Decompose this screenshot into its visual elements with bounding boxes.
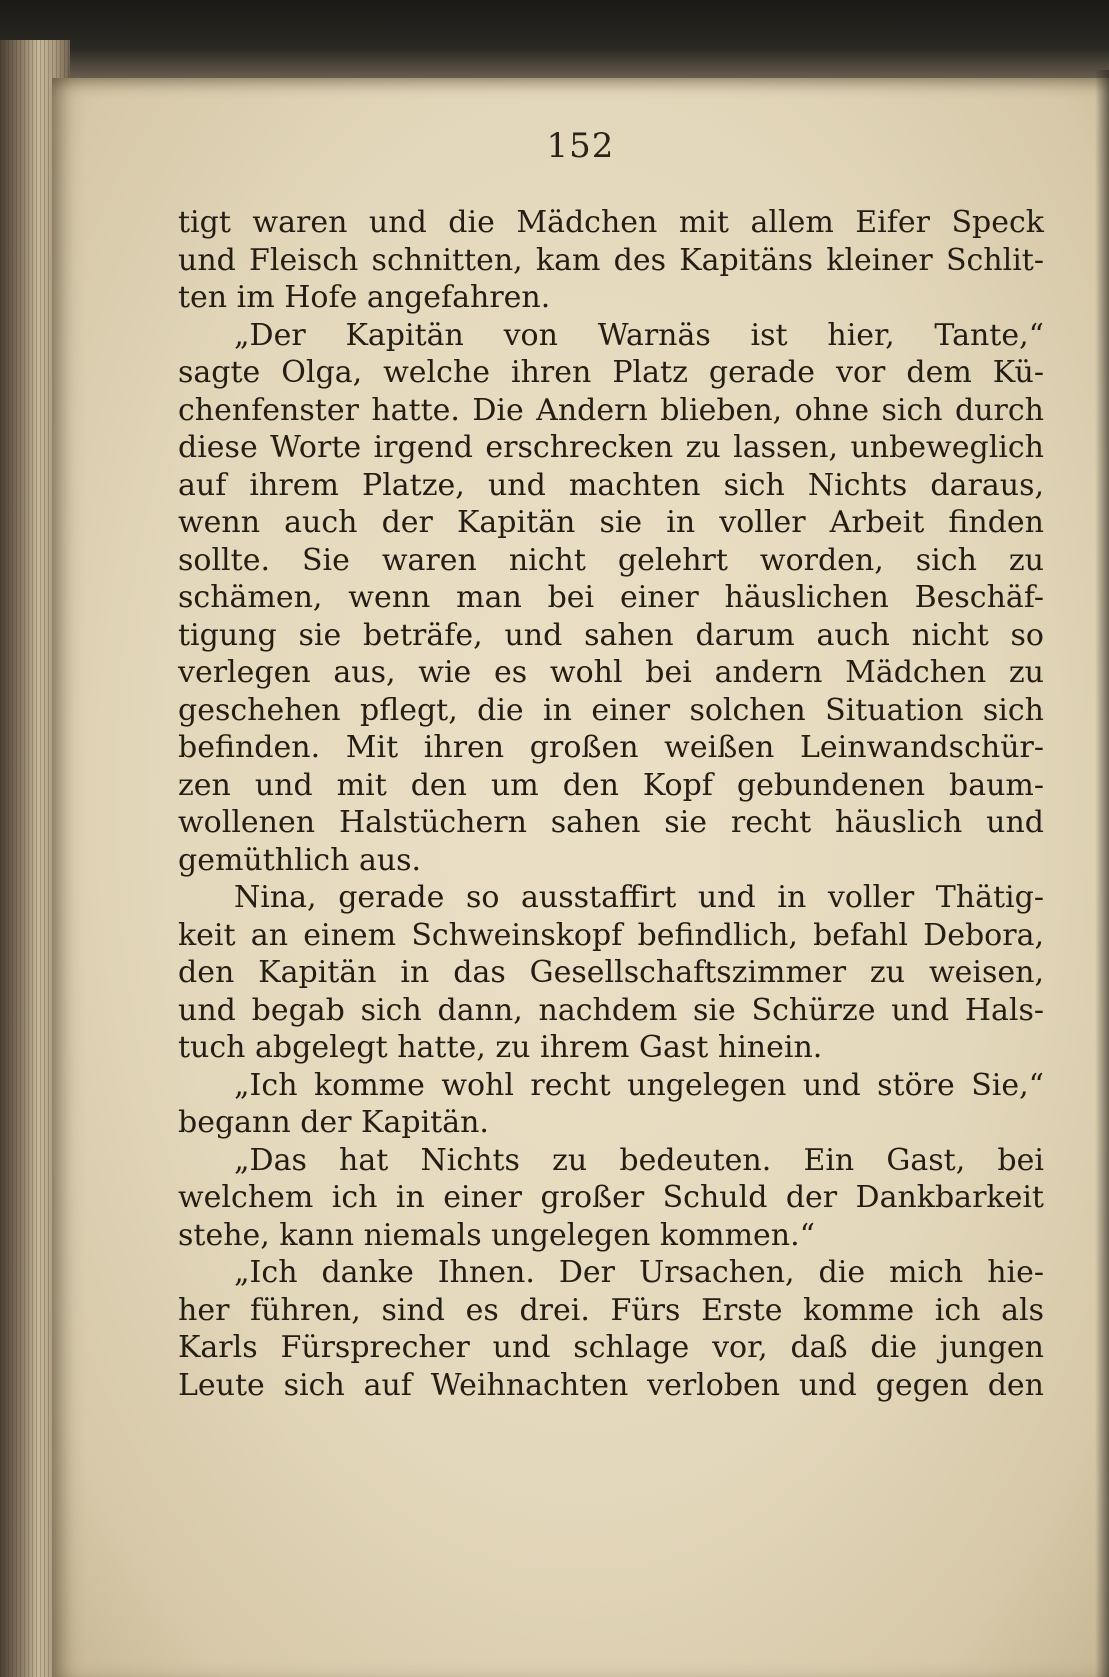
text-line: tuch abgelegt hatte, zu ihrem Gast hinein. [178, 1030, 823, 1065]
text-line: ten im Hofe angefahren. [178, 280, 551, 315]
text-line: befinden. Mit ihren großen weißen Leinwandschür- [178, 730, 1044, 765]
text-line: tigung sie beträfe, und sahen darum auch nicht so [178, 617, 1044, 653]
text-line: gemüthlich aus. [178, 842, 422, 878]
text-line: geschehen pflegt, die in einer solchen Situation sich [178, 692, 1044, 728]
body-text [178, 204, 1044, 1404]
text-line: schämen, wenn man bei einer häuslichen Beschäf- [178, 580, 1044, 615]
text-line: „Der Kapitän von Warnäs ist hier, Tante,“ [234, 317, 1044, 353]
text-line: wenn auch der Kapitän sie in voller Arbeit finden [178, 505, 1044, 540]
text-line: Karls Fürsprecher und schlage vor, daß die jungen [178, 1330, 1044, 1365]
text-line: zen und mit den um den Kopf gebundenen baum- [178, 767, 1044, 803]
text-line: keit an einem Schweinskopf befindlich, befahl Debora, [178, 917, 1044, 953]
text-line: sagte Olga, welche ihren Platz gerade vor dem Kü- [178, 355, 1044, 390]
text-line: tigt waren und die Mädchen mit allem Eifer Speck [178, 205, 1044, 240]
text-line: her führen, sind es drei. Fürs Erste komme ich als [178, 1292, 1044, 1328]
text-line: begann der Kapitän. [178, 1105, 489, 1140]
text-line: stehe, kann niemals ungelegen kommen.“ [178, 1217, 815, 1253]
text-line: Nina, gerade so ausstaffirt und in voller Thätig- [234, 880, 1044, 915]
page-number: 152 [546, 126, 615, 166]
text-line: Leute sich auf Weihnachten verloben und gegen den [178, 1367, 1044, 1403]
text-line: sollte. Sie waren nicht gelehrt worden, sich zu [178, 542, 1044, 578]
text-line: „Ich komme wohl recht ungelegen und störe Sie,“ [234, 1067, 1044, 1103]
text-line: den Kapitän in das Gesellschaftszimmer zu weisen, [178, 955, 1044, 990]
text-line: diese Worte irgend erschrecken zu lassen, unbeweglich [178, 430, 1044, 465]
text-line: chenfenster hatte. Die Andern blieben, ohne sich durch [178, 392, 1044, 428]
text-line: und begab sich dann, nachdem sie Schürze und Hals- [178, 992, 1044, 1028]
text-line: wollenen Halstüchern sahen sie recht häuslich und [178, 805, 1044, 840]
text-line: verlegen aus, wie es wohl bei andern Mädchen zu [178, 655, 1044, 690]
text-line: „Das hat Nichts zu bedeuten. Ein Gast, bei [234, 1142, 1044, 1178]
text-line: auf ihrem Platze, und machten sich Nichts daraus, [178, 467, 1044, 503]
text-line: und Fleisch schnitten, kam des Kapitäns kleiner Schlit- [178, 242, 1044, 278]
text-line: welchem ich in einer großer Schuld der Dankbarkeit [178, 1180, 1044, 1215]
book-top-shadow [0, 0, 1109, 80]
text-line: „Ich danke Ihnen. Der Ursachen, die mich hie- [234, 1255, 1044, 1290]
page-right-shadow [1095, 70, 1109, 1677]
book-page [52, 78, 1109, 1677]
